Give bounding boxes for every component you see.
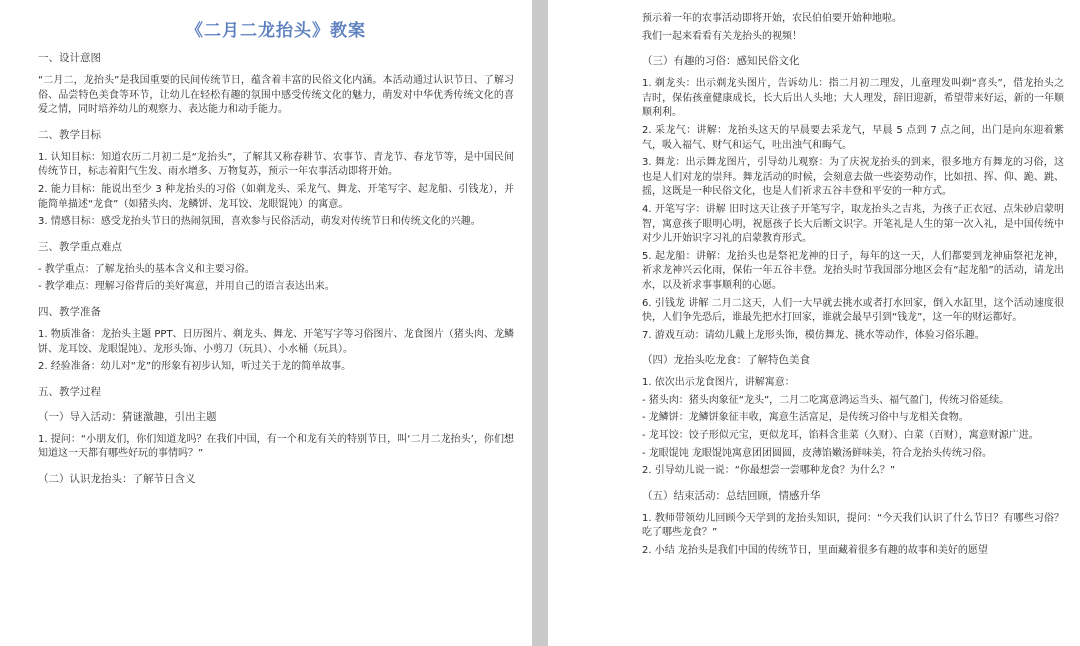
paragraph: 1. 提问：“小朋友们，你们知道龙吗？在我们中国，有一个和龙有关的特别节日，叫‘二月二龙抬头’，你们想知道这一天都有哪些好玩的事情吗？” <box>38 433 514 460</box>
subsection-heading: （二）认识龙抬头：了解节日含义 <box>38 472 196 485</box>
paragraph: 1. 依次出示龙食图片，讲解寓意： <box>642 377 795 389</box>
section-heading: 四、教学准备 <box>38 305 101 318</box>
paragraph: 我们一起来看看有关龙抬头的视频！ <box>642 30 802 42</box>
paragraph: 3. 舞龙：出示舞龙图片，引导幼儿观察：为了庆祝龙抬头的到来，很多地方有舞龙的习俗，这也是人们对龙的崇拜。舞龙活动的时候，会刻意去做一些姿势动作，比如扭、挥、仰、跪、跳、摇，这既是一种民俗文化，也是人们祈求五谷丰登和平安的一种方式。 <box>642 157 1064 198</box>
section-heading: 二、教学目标 <box>38 128 101 141</box>
paragraph: 5. 起龙船：讲解：龙抬头也是祭祀龙神的日子，每年的这一天，人们都要到龙神庙祭祀龙神，祈求龙神兴云化雨，保佑一年五谷丰登。龙抬头时节我国部分地区会有“起龙船”的活动，请龙出水，以及祈求事事顺利的心愿。 <box>642 250 1064 291</box>
paragraph: 4. 开笔写字：讲解 旧时这天让孩子开笔写字，取龙抬头之吉兆，为孩子正衣冠、点朱砂启蒙明智，寓意孩子眼明心明，祝愿孩子长大后断文识字。开笔礼是人生的第一次入礼，是中国传统中对少儿开始识字习礼的启蒙教育形式。 <box>642 203 1064 245</box>
paragraph: 1. 教师带领幼儿回顾今天学到的龙抬头知识，提问：“今天我们认识了什么节日？有哪些习俗？吃了哪些龙食？” <box>642 512 1064 539</box>
paragraph: 6. 引钱龙 讲解 二月二这天，人们一大早就去挑水或者打水回家，倒入水缸里，这个活动速度很快，人们争先恐后，谁最先把水打回家，谁就会最早引到“钱龙”，这一年的财运都好。 <box>642 297 1064 324</box>
paragraph: 2. 采龙气：讲解：龙抬头这天的早晨要去采龙气，早晨 5 点到 7 点之间，出门是向东迎着紫气，吸入福气、财气和运气，吐出浊气和晦气。 <box>642 124 1064 151</box>
paragraph: 1. 剃龙头：出示剃龙头图片，告诉幼儿：指二月初二理发，儿童理发叫剃“喜头”，借龙抬头之吉时，保佑孩童健康成长，长大后出人头地；大人理发，辞旧迎新，希望带来好运，新的一年顺顺利利。 <box>642 78 1064 119</box>
paragraph: 1. 认知目标：知道农历二月初二是“龙抬头”，了解其又称春耕节、农事节、青龙节、春龙节等，是中国民间传统节日，标志着阳气生发、雨水增多、万物复苏，预示一年农事活动即将开始。 <box>38 151 514 178</box>
paragraph: 预示着一年的农事活动即将开始，农民伯伯要开始种地啦。 <box>642 13 902 24</box>
subsection-heading: （三）有趣的习俗：感知民俗文化 <box>642 55 800 68</box>
subsection-heading: （四）龙抬头吃龙食：了解特色美食 <box>642 354 810 367</box>
paragraph: “二月二，龙抬头”是我国重要的民间传统节日，蕴含着丰富的民俗文化内涵。本活动通过认识节日、了解习俗、品尝特色美食等环节，让幼儿在轻松有趣的氛围中感受传统文化的魅力，萌发对中华优秀传统文化的喜爱之情，同时培养幼儿的观察力、表达能力和动手能力。 <box>38 75 514 116</box>
document-page-left <box>0 0 532 646</box>
subsection-heading: （一）导入活动：猜谜激趣，引出主题 <box>38 410 217 423</box>
paragraph: - 龙眼馄饨 龙眼馄饨寓意团团圆圆，皮薄馅嫩汤鲜味美，符合龙抬头传统习俗。 <box>642 447 992 459</box>
paragraph: 2. 经验准备：幼儿对“龙”的形象有初步认知，听过关于龙的简单故事。 <box>38 361 352 373</box>
section-heading: 三、教学重点难点 <box>38 240 122 253</box>
paragraph: 1. 物质准备：龙抬头主题 PPT、日历图片、剃龙头、舞龙、开笔写字等习俗图片、龙食图片（猪头肉、龙鳞饼、龙耳饺、龙眼馄饨）、龙形头饰、小剪刀（玩具）、小水桶（玩具）。 <box>38 328 514 355</box>
document-page-right <box>548 0 1080 646</box>
paragraph: 3. 情感目标：感受龙抬头节日的热闹氛围，喜欢参与民俗活动，萌发对传统节日和传统文化的兴趣。 <box>38 216 481 228</box>
subsection-heading: （五）结束活动：总结回顾，情感升华 <box>642 489 821 502</box>
paragraph: 2. 能力目标：能说出至少 3 种龙抬头的习俗（如剃龙头、采龙气、舞龙、开笔写字、起龙船、引钱龙），并能简单描述“龙食”（如猪头肉、龙鳞饼、龙耳饺、龙眼馄饨）的寓意。 <box>38 183 514 210</box>
paragraph: - 教学难点：理解习俗背后的美好寓意，并用自己的语言表达出来。 <box>38 281 335 293</box>
paragraph: - 猪头肉：猪头肉象征“龙头”，二月二吃寓意鸿运当头、福气盈门，传统习俗延续。 <box>642 394 1010 406</box>
document-title: 《二月二龙抬头》教案 <box>186 21 366 41</box>
paragraph: - 龙耳饺：饺子形似元宝，更似龙耳，馅料含韭菜（久财）、白菜（百财），寓意财源广进。 <box>642 430 1039 442</box>
section-heading: 五、教学过程 <box>38 385 101 398</box>
paragraph: 2. 引导幼儿说一说：“你最想尝一尝哪种龙食？为什么？” <box>642 465 896 477</box>
paragraph: - 教学重点：了解龙抬头的基本含义和主要习俗。 <box>38 263 255 275</box>
paragraph: 2. 小结 龙抬头是我们中国的传统节日，里面藏着很多有趣的故事和美好的愿望 <box>642 545 988 557</box>
paragraph: - 龙鳞饼：龙鳞饼象征丰收，寓意生活富足，是传统习俗中与龙相关食物。 <box>642 412 969 424</box>
section-heading: 一、设计意图 <box>38 52 101 64</box>
paragraph: 7. 游戏互动：请幼儿戴上龙形头饰，模仿舞龙、挑水等动作，体验习俗乐趣。 <box>642 329 985 341</box>
